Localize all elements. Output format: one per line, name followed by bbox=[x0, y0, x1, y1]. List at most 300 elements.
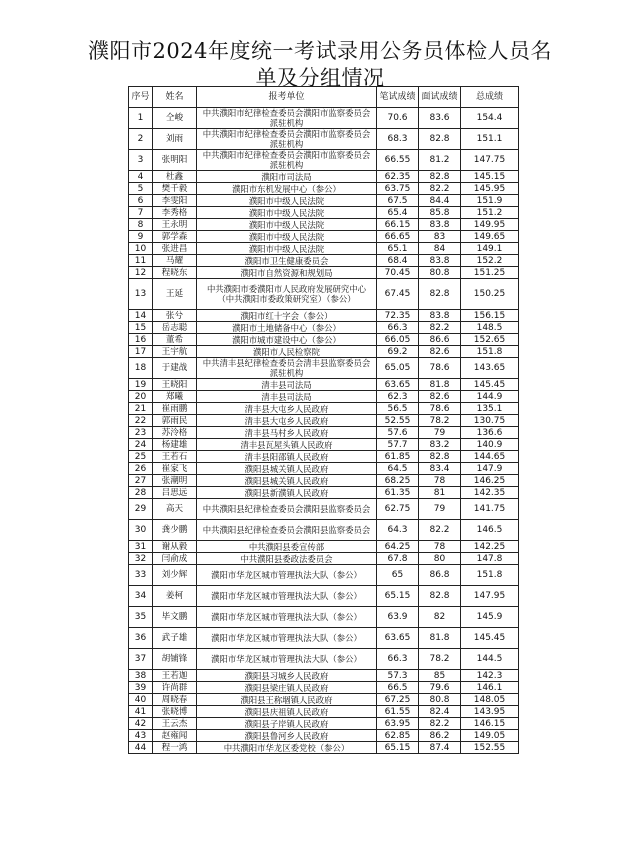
cell-name: 崔家飞 bbox=[153, 463, 197, 475]
cell-written: 56.5 bbox=[377, 403, 419, 415]
cell-no: 2 bbox=[129, 129, 153, 150]
cell-unit: 中共濮阳县纪律检查委员会濮阳县监察委员会 bbox=[197, 520, 377, 541]
cell-written: 67.8 bbox=[377, 553, 419, 565]
cell-written: 69.2 bbox=[377, 346, 419, 358]
cell-unit: 濮阳市中级人民法院 bbox=[197, 207, 377, 219]
cell-written: 64.25 bbox=[377, 541, 419, 553]
cell-written: 67.5 bbox=[377, 195, 419, 207]
table-row bbox=[129, 231, 519, 243]
cell-total: 145.45 bbox=[461, 628, 519, 649]
cell-interview: 86.8 bbox=[419, 565, 461, 586]
table-row bbox=[129, 520, 519, 541]
cell-interview: 82.8 bbox=[419, 451, 461, 463]
cell-written: 70.45 bbox=[377, 267, 419, 279]
cell-name: 刘少辉 bbox=[153, 565, 197, 586]
cell-unit: 濮阳市卫生健康委员会 bbox=[197, 255, 377, 267]
table-row bbox=[129, 195, 519, 207]
cell-written: 62.35 bbox=[377, 171, 419, 183]
cell-unit: 中共濮阳市华龙区委党校（参公） bbox=[197, 742, 377, 754]
cell-name: 张明阳 bbox=[153, 150, 197, 171]
cell-name: 苏泠格 bbox=[153, 427, 197, 439]
cell-unit: 濮阳县城关镇人民政府 bbox=[197, 475, 377, 487]
table-row bbox=[129, 451, 519, 463]
cell-unit: 濮阳县新濮镇人民政府 bbox=[197, 487, 377, 499]
cell-name: 仝峻 bbox=[153, 108, 197, 129]
cell-interview: 82.8 bbox=[419, 586, 461, 607]
cell-interview: 83.6 bbox=[419, 108, 461, 129]
table-row bbox=[129, 150, 519, 171]
cell-written: 62.75 bbox=[377, 499, 419, 520]
cell-no: 17 bbox=[129, 346, 153, 358]
cell-no: 26 bbox=[129, 463, 153, 475]
cell-total: 149.65 bbox=[461, 231, 519, 243]
cell-no: 22 bbox=[129, 415, 153, 427]
cell-total: 151.9 bbox=[461, 195, 519, 207]
cell-interview: 83.8 bbox=[419, 219, 461, 231]
cell-total: 130.75 bbox=[461, 415, 519, 427]
cell-written: 68.3 bbox=[377, 129, 419, 150]
table-row bbox=[129, 310, 519, 322]
header-no: 序号 bbox=[129, 87, 153, 108]
header-interview: 面试成绩 bbox=[419, 87, 461, 108]
cell-name: 岳志聪 bbox=[153, 322, 197, 334]
cell-name: 董希 bbox=[153, 334, 197, 346]
header-written: 笔试成绩 bbox=[377, 87, 419, 108]
cell-interview: 79 bbox=[419, 499, 461, 520]
cell-written: 61.55 bbox=[377, 706, 419, 718]
table-row bbox=[129, 730, 519, 742]
cell-unit: 濮阳市人民检察院 bbox=[197, 346, 377, 358]
cell-name: 王晓阳 bbox=[153, 379, 197, 391]
table-row bbox=[129, 718, 519, 730]
cell-written: 61.35 bbox=[377, 487, 419, 499]
cell-written: 63.65 bbox=[377, 628, 419, 649]
cell-name: 张潮明 bbox=[153, 475, 197, 487]
header-unit: 报考单位 bbox=[197, 87, 377, 108]
cell-name: 王若石 bbox=[153, 451, 197, 463]
cell-unit: 濮阳县王称堌镇人民政府 bbox=[197, 694, 377, 706]
cell-total: 152.55 bbox=[461, 742, 519, 754]
cell-unit: 濮阳市红十字会（参公） bbox=[197, 310, 377, 322]
cell-no: 35 bbox=[129, 607, 153, 628]
cell-written: 61.85 bbox=[377, 451, 419, 463]
table-row bbox=[129, 334, 519, 346]
cell-name: 胡铺锋 bbox=[153, 649, 197, 670]
cell-written: 64.3 bbox=[377, 520, 419, 541]
cell-name: 郑曦 bbox=[153, 391, 197, 403]
cell-total: 151.8 bbox=[461, 346, 519, 358]
cell-written: 68.4 bbox=[377, 255, 419, 267]
cell-name: 郭雨民 bbox=[153, 415, 197, 427]
cell-written: 66.3 bbox=[377, 322, 419, 334]
cell-total: 149.95 bbox=[461, 219, 519, 231]
cell-unit: 濮阳市华龙区城市管理执法大队（参公） bbox=[197, 586, 377, 607]
cell-written: 70.6 bbox=[377, 108, 419, 129]
cell-no: 6 bbox=[129, 195, 153, 207]
cell-unit: 清丰县马村乡人民政府 bbox=[197, 427, 377, 439]
cell-no: 24 bbox=[129, 439, 153, 451]
cell-name: 王永明 bbox=[153, 219, 197, 231]
cell-total: 145.9 bbox=[461, 607, 519, 628]
table-header-row bbox=[129, 87, 519, 108]
cell-no: 3 bbox=[129, 150, 153, 171]
cell-name: 郭学森 bbox=[153, 231, 197, 243]
cell-interview: 82.4 bbox=[419, 706, 461, 718]
table-row bbox=[129, 694, 519, 706]
cell-no: 7 bbox=[129, 207, 153, 219]
table-row bbox=[129, 628, 519, 649]
cell-interview: 83.2 bbox=[419, 439, 461, 451]
cell-name: 张进昌 bbox=[153, 243, 197, 255]
table-row bbox=[129, 108, 519, 129]
cell-unit: 中共濮阳县纪律检查委员会濮阳县监察委员会 bbox=[197, 499, 377, 520]
cell-total: 142.35 bbox=[461, 487, 519, 499]
table-row bbox=[129, 565, 519, 586]
cell-interview: 82.2 bbox=[419, 183, 461, 195]
cell-unit: 濮阳市城市建设中心（参公） bbox=[197, 334, 377, 346]
cell-interview: 83 bbox=[419, 231, 461, 243]
cell-written: 63.9 bbox=[377, 607, 419, 628]
cell-name: 张兮 bbox=[153, 310, 197, 322]
cell-written: 64.5 bbox=[377, 463, 419, 475]
table-row bbox=[129, 379, 519, 391]
cell-name: 谢从毅 bbox=[153, 541, 197, 553]
table-row bbox=[129, 415, 519, 427]
cell-no: 43 bbox=[129, 730, 153, 742]
cell-name: 周晓春 bbox=[153, 694, 197, 706]
cell-name: 刘雨 bbox=[153, 129, 197, 150]
table-row bbox=[129, 487, 519, 499]
cell-name: 龚少鹏 bbox=[153, 520, 197, 541]
cell-no: 27 bbox=[129, 475, 153, 487]
cell-interview: 85 bbox=[419, 670, 461, 682]
cell-no: 18 bbox=[129, 358, 153, 379]
cell-name: 赵雍闻 bbox=[153, 730, 197, 742]
table-row bbox=[129, 742, 519, 754]
cell-name: 王延 bbox=[153, 279, 197, 310]
table-row bbox=[129, 463, 519, 475]
cell-unit: 濮阳市中级人民法院 bbox=[197, 195, 377, 207]
cell-written: 65.15 bbox=[377, 742, 419, 754]
table-row bbox=[129, 586, 519, 607]
cell-unit: 濮阳市华龙区城市管理执法大队（参公） bbox=[197, 628, 377, 649]
table-row bbox=[129, 183, 519, 195]
cell-total: 146.5 bbox=[461, 520, 519, 541]
cell-total: 146.15 bbox=[461, 718, 519, 730]
cell-no: 37 bbox=[129, 649, 153, 670]
cell-no: 14 bbox=[129, 310, 153, 322]
cell-no: 31 bbox=[129, 541, 153, 553]
cell-written: 63.95 bbox=[377, 718, 419, 730]
cell-written: 63.75 bbox=[377, 183, 419, 195]
cell-interview: 81.8 bbox=[419, 628, 461, 649]
table-row bbox=[129, 607, 519, 628]
cell-interview: 81.8 bbox=[419, 379, 461, 391]
cell-total: 150.25 bbox=[461, 279, 519, 310]
cell-no: 39 bbox=[129, 682, 153, 694]
cell-total: 151.1 bbox=[461, 129, 519, 150]
cell-written: 62.85 bbox=[377, 730, 419, 742]
cell-unit: 濮阳县习城乡人民政府 bbox=[197, 670, 377, 682]
table-row bbox=[129, 129, 519, 150]
cell-interview: 82.8 bbox=[419, 129, 461, 150]
cell-written: 57.3 bbox=[377, 670, 419, 682]
cell-written: 67.45 bbox=[377, 279, 419, 310]
cell-interview: 84 bbox=[419, 243, 461, 255]
cell-total: 144.5 bbox=[461, 649, 519, 670]
cell-no: 16 bbox=[129, 334, 153, 346]
table-row bbox=[129, 541, 519, 553]
cell-written: 68.25 bbox=[377, 475, 419, 487]
cell-total: 149.05 bbox=[461, 730, 519, 742]
cell-total: 154.4 bbox=[461, 108, 519, 129]
cell-unit: 中共濮阳县委政法委员会 bbox=[197, 553, 377, 565]
cell-interview: 86.2 bbox=[419, 730, 461, 742]
cell-interview: 78.6 bbox=[419, 403, 461, 415]
cell-interview: 83.8 bbox=[419, 255, 461, 267]
cell-interview: 80.8 bbox=[419, 267, 461, 279]
cell-total: 145.45 bbox=[461, 379, 519, 391]
cell-total: 144.65 bbox=[461, 451, 519, 463]
cell-total: 147.95 bbox=[461, 586, 519, 607]
cell-no: 20 bbox=[129, 391, 153, 403]
cell-written: 65.4 bbox=[377, 207, 419, 219]
cell-total: 146.1 bbox=[461, 682, 519, 694]
cell-unit: 清丰县瓦屋头镇人民政府 bbox=[197, 439, 377, 451]
header-name: 姓名 bbox=[153, 87, 197, 108]
title-line-2: 单及分组情况 bbox=[255, 66, 385, 90]
cell-interview: 78.6 bbox=[419, 358, 461, 379]
cell-interview: 82.8 bbox=[419, 279, 461, 310]
table-row bbox=[129, 267, 519, 279]
cell-written: 66.65 bbox=[377, 231, 419, 243]
cell-no: 40 bbox=[129, 694, 153, 706]
cell-interview: 84.4 bbox=[419, 195, 461, 207]
cell-unit: 中共濮阳市纪律检查委员会濮阳市监察委员会派驻机构 bbox=[197, 108, 377, 129]
cell-unit: 濮阳市华龙区城市管理执法大队（参公） bbox=[197, 565, 377, 586]
cell-total: 149.1 bbox=[461, 243, 519, 255]
cell-no: 42 bbox=[129, 718, 153, 730]
table-row bbox=[129, 279, 519, 310]
cell-total: 141.75 bbox=[461, 499, 519, 520]
cell-unit: 清丰县大屯乡人民政府 bbox=[197, 403, 377, 415]
cell-no: 11 bbox=[129, 255, 153, 267]
cell-no: 15 bbox=[129, 322, 153, 334]
table-row bbox=[129, 427, 519, 439]
cell-interview: 82.2 bbox=[419, 520, 461, 541]
cell-total: 147.9 bbox=[461, 463, 519, 475]
cell-written: 65.05 bbox=[377, 358, 419, 379]
cell-interview: 80 bbox=[419, 553, 461, 565]
table-row bbox=[129, 219, 519, 231]
cell-interview: 82.2 bbox=[419, 322, 461, 334]
cell-no: 25 bbox=[129, 451, 153, 463]
cell-name: 李秀格 bbox=[153, 207, 197, 219]
table-row bbox=[129, 322, 519, 334]
cell-name: 崔雨鹏 bbox=[153, 403, 197, 415]
cell-interview: 78.2 bbox=[419, 649, 461, 670]
cell-no: 5 bbox=[129, 183, 153, 195]
cell-name: 王宇航 bbox=[153, 346, 197, 358]
cell-no: 28 bbox=[129, 487, 153, 499]
cell-total: 136.6 bbox=[461, 427, 519, 439]
cell-total: 148.05 bbox=[461, 694, 519, 706]
cell-name: 张晓博 bbox=[153, 706, 197, 718]
cell-unit: 濮阳市华龙区城市管理执法大队（参公） bbox=[197, 607, 377, 628]
cell-unit: 清丰县司法局 bbox=[197, 391, 377, 403]
cell-interview: 83.4 bbox=[419, 463, 461, 475]
cell-total: 142.25 bbox=[461, 541, 519, 553]
cell-name: 王云杰 bbox=[153, 718, 197, 730]
cell-unit: 中共清丰县纪律检查委员会清丰县监察委员会派驻机构 bbox=[197, 358, 377, 379]
cell-total: 140.9 bbox=[461, 439, 519, 451]
cell-no: 34 bbox=[129, 586, 153, 607]
cell-name: 姜柯 bbox=[153, 586, 197, 607]
cell-interview: 82.6 bbox=[419, 391, 461, 403]
cell-name: 程晓东 bbox=[153, 267, 197, 279]
cell-interview: 81 bbox=[419, 487, 461, 499]
table-row bbox=[129, 499, 519, 520]
table-row bbox=[129, 670, 519, 682]
cell-no: 9 bbox=[129, 231, 153, 243]
cell-total: 135.1 bbox=[461, 403, 519, 415]
cell-unit: 清丰县阳邵镇人民政府 bbox=[197, 451, 377, 463]
cell-interview: 78 bbox=[419, 541, 461, 553]
cell-unit: 中共濮阳市委濮阳市人民政府发展研究中心（中共濮阳市委政策研究室）（参公） bbox=[197, 279, 377, 310]
cell-unit: 濮阳县梁庄镇人民政府 bbox=[197, 682, 377, 694]
cell-interview: 82 bbox=[419, 607, 461, 628]
cell-no: 30 bbox=[129, 520, 153, 541]
cell-written: 65.15 bbox=[377, 586, 419, 607]
cell-no: 38 bbox=[129, 670, 153, 682]
cell-interview: 78 bbox=[419, 475, 461, 487]
header-total: 总成绩 bbox=[461, 87, 519, 108]
cell-written: 63.65 bbox=[377, 379, 419, 391]
cell-no: 1 bbox=[129, 108, 153, 129]
candidate-table bbox=[128, 86, 519, 754]
table-row bbox=[129, 207, 519, 219]
cell-unit: 清丰县大屯乡人民政府 bbox=[197, 415, 377, 427]
cell-interview: 82.6 bbox=[419, 346, 461, 358]
cell-unit: 濮阳市中级人民法院 bbox=[197, 231, 377, 243]
cell-written: 52.55 bbox=[377, 415, 419, 427]
cell-interview: 79 bbox=[419, 427, 461, 439]
cell-unit: 中共濮阳县委宣传部 bbox=[197, 541, 377, 553]
cell-name: 樊千毅 bbox=[153, 183, 197, 195]
cell-total: 145.15 bbox=[461, 171, 519, 183]
cell-total: 147.75 bbox=[461, 150, 519, 171]
cell-name: 于建战 bbox=[153, 358, 197, 379]
cell-no: 41 bbox=[129, 706, 153, 718]
cell-name: 杜鑫 bbox=[153, 171, 197, 183]
cell-written: 57.6 bbox=[377, 427, 419, 439]
cell-interview: 83.8 bbox=[419, 310, 461, 322]
table-row bbox=[129, 346, 519, 358]
cell-written: 67.25 bbox=[377, 694, 419, 706]
cell-interview: 78.2 bbox=[419, 415, 461, 427]
cell-no: 21 bbox=[129, 403, 153, 415]
cell-total: 151.8 bbox=[461, 565, 519, 586]
cell-no: 19 bbox=[129, 379, 153, 391]
cell-written: 72.35 bbox=[377, 310, 419, 322]
cell-interview: 86.6 bbox=[419, 334, 461, 346]
cell-total: 148.5 bbox=[461, 322, 519, 334]
cell-name: 武子雄 bbox=[153, 628, 197, 649]
cell-interview: 82.2 bbox=[419, 718, 461, 730]
cell-name: 吕思远 bbox=[153, 487, 197, 499]
cell-total: 151.25 bbox=[461, 267, 519, 279]
table-row bbox=[129, 358, 519, 379]
cell-total: 143.65 bbox=[461, 358, 519, 379]
cell-interview: 81.2 bbox=[419, 150, 461, 171]
cell-no: 13 bbox=[129, 279, 153, 310]
cell-name: 高天 bbox=[153, 499, 197, 520]
cell-unit: 濮阳县鲁河乡人民政府 bbox=[197, 730, 377, 742]
cell-name: 闫俞成 bbox=[153, 553, 197, 565]
title-line-1: 濮阳市2024年度统一考试录用公务员体检人员名 bbox=[88, 39, 552, 63]
cell-no: 32 bbox=[129, 553, 153, 565]
cell-unit: 濮阳市土地储备中心（参公） bbox=[197, 322, 377, 334]
cell-unit: 中共濮阳市纪律检查委员会濮阳市监察委员会派驻机构 bbox=[197, 129, 377, 150]
cell-unit: 濮阳市中级人民法院 bbox=[197, 219, 377, 231]
page-title bbox=[0, 38, 640, 92]
table-row bbox=[129, 391, 519, 403]
cell-name: 许尚群 bbox=[153, 682, 197, 694]
cell-no: 36 bbox=[129, 628, 153, 649]
cell-total: 152.2 bbox=[461, 255, 519, 267]
cell-written: 65 bbox=[377, 565, 419, 586]
cell-no: 29 bbox=[129, 499, 153, 520]
cell-interview: 85.8 bbox=[419, 207, 461, 219]
cell-total: 146.25 bbox=[461, 475, 519, 487]
cell-unit: 濮阳县城关镇人民政府 bbox=[197, 463, 377, 475]
table-row bbox=[129, 706, 519, 718]
table-row bbox=[129, 649, 519, 670]
cell-interview: 87.4 bbox=[419, 742, 461, 754]
cell-no: 44 bbox=[129, 742, 153, 754]
cell-no: 12 bbox=[129, 267, 153, 279]
table-row bbox=[129, 255, 519, 267]
cell-unit: 濮阳县子岸镇人民政府 bbox=[197, 718, 377, 730]
cell-no: 33 bbox=[129, 565, 153, 586]
cell-written: 66.3 bbox=[377, 649, 419, 670]
cell-name: 杨建雄 bbox=[153, 439, 197, 451]
cell-unit: 濮阳市中级人民法院 bbox=[197, 243, 377, 255]
cell-total: 144.9 bbox=[461, 391, 519, 403]
cell-written: 66.05 bbox=[377, 334, 419, 346]
cell-no: 8 bbox=[129, 219, 153, 231]
cell-no: 10 bbox=[129, 243, 153, 255]
cell-interview: 82.8 bbox=[419, 171, 461, 183]
cell-written: 62.3 bbox=[377, 391, 419, 403]
table-row bbox=[129, 475, 519, 487]
cell-total: 147.8 bbox=[461, 553, 519, 565]
table-row bbox=[129, 682, 519, 694]
cell-written: 57.7 bbox=[377, 439, 419, 451]
cell-no: 23 bbox=[129, 427, 153, 439]
cell-unit: 濮阳市司法局 bbox=[197, 171, 377, 183]
cell-interview: 79.6 bbox=[419, 682, 461, 694]
table-row bbox=[129, 403, 519, 415]
cell-name: 李雯阳 bbox=[153, 195, 197, 207]
cell-unit: 濮阳市自然资源和规划局 bbox=[197, 267, 377, 279]
table-row bbox=[129, 171, 519, 183]
cell-written: 66.55 bbox=[377, 150, 419, 171]
cell-unit: 中共濮阳市纪律检查委员会濮阳市监察委员会派驻机构 bbox=[197, 150, 377, 171]
cell-total: 151.2 bbox=[461, 207, 519, 219]
table-row bbox=[129, 243, 519, 255]
cell-name: 王若迦 bbox=[153, 670, 197, 682]
